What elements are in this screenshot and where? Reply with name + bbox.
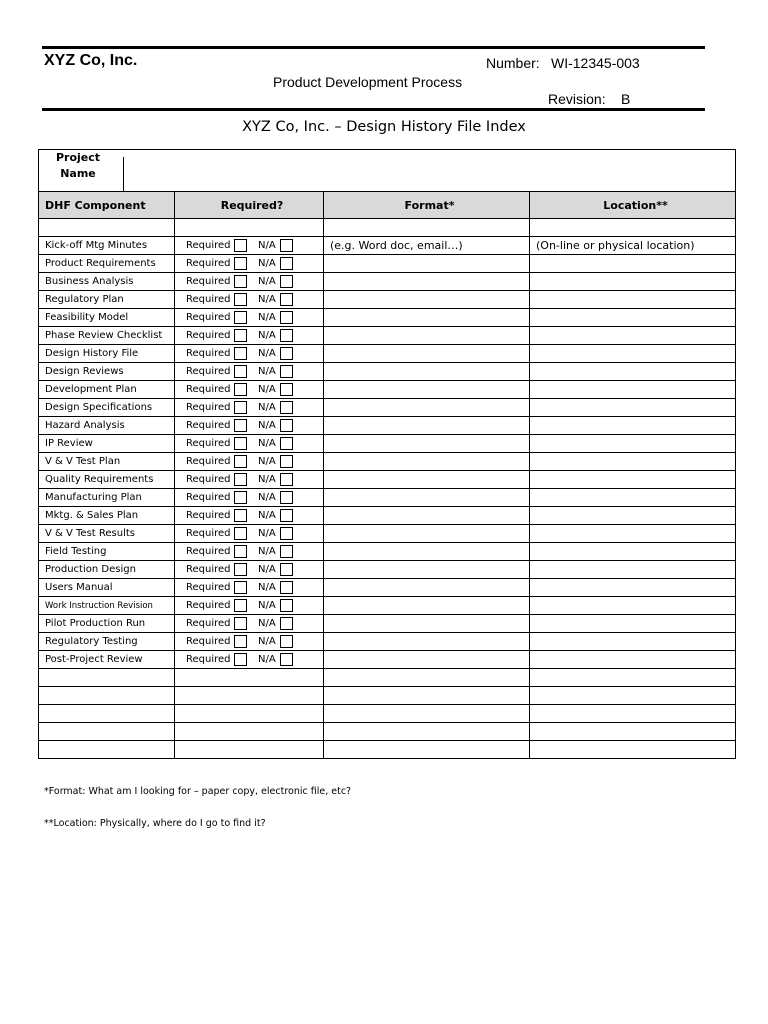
na-checkbox[interactable] [280,401,293,414]
empty-cell[interactable] [175,723,324,741]
location-cell[interactable] [530,561,736,579]
required-cell [175,651,324,669]
na-checkbox[interactable] [280,419,293,432]
empty-row [39,723,736,741]
empty-cell[interactable] [175,741,324,759]
location-cell[interactable] [530,255,736,273]
empty-cell[interactable] [39,723,175,741]
location-cell[interactable] [530,597,736,615]
required-checkbox[interactable] [234,599,247,612]
table-row [39,255,736,273]
table-row [39,273,736,291]
required-cell [175,327,324,345]
column-header-required: Required? [175,192,324,219]
empty-row [39,705,736,723]
revision-value: B [621,91,631,107]
table-row [39,327,736,345]
required-checkbox[interactable] [234,545,247,558]
required-label: Required [186,510,231,521]
location-cell[interactable] [530,381,736,399]
required-cell [175,615,324,633]
component-name: V & V Test Results [39,525,175,543]
format-hint: (e.g. Word doc, email…) [330,239,463,252]
required-cell [175,381,324,399]
table-row [39,579,736,597]
required-checkbox[interactable] [234,581,247,594]
na-label: N/A [258,402,276,413]
location-cell[interactable] [530,291,736,309]
process-name: Product Development Process [273,74,463,90]
na-checkbox[interactable] [280,239,293,252]
required-checkbox[interactable] [234,419,247,432]
required-checkbox[interactable] [234,293,247,306]
location-cell[interactable] [530,237,736,255]
dhf-index-table [38,149,736,759]
table-row [39,543,736,561]
format-cell[interactable] [324,471,530,489]
required-label: Required [186,312,231,323]
na-checkbox[interactable] [280,275,293,288]
table-row [39,381,736,399]
required-cell [175,561,324,579]
format-cell[interactable] [324,615,530,633]
empty-cell[interactable] [324,705,530,723]
required-label: Required [186,600,231,611]
location-cell[interactable] [530,615,736,633]
na-checkbox[interactable] [280,347,293,360]
empty-row [39,741,736,759]
na-checkbox[interactable] [280,365,293,378]
required-label: Required [186,456,231,467]
location-cell[interactable] [530,345,736,363]
location-cell[interactable] [530,525,736,543]
required-label: Required [186,366,231,377]
na-label: N/A [258,528,276,539]
na-checkbox[interactable] [280,383,293,396]
table-row [39,309,736,327]
empty-cell[interactable] [324,741,530,759]
table-header-row [39,192,736,219]
table-row [39,525,736,543]
empty-cell[interactable] [530,741,736,759]
location-cell[interactable] [530,651,736,669]
component-name: Users Manual [39,579,175,597]
component-name: Production Design [39,561,175,579]
location-cell[interactable] [530,399,736,417]
na-label: N/A [258,366,276,377]
format-cell[interactable] [324,579,530,597]
required-checkbox[interactable] [234,527,247,540]
number-label: Number: [486,55,540,71]
na-checkbox[interactable] [280,563,293,576]
required-label: Required [186,258,231,269]
component-name: Work Instruction Revision [39,597,175,615]
na-checkbox[interactable] [280,581,293,594]
empty-cell[interactable] [39,741,175,759]
required-cell [175,525,324,543]
empty-cell[interactable] [175,687,324,705]
location-cell[interactable] [530,543,736,561]
na-label: N/A [258,276,276,287]
component-name: Product Requirements [39,255,175,273]
empty-row [39,669,736,687]
empty-row [39,687,736,705]
na-label: N/A [258,384,276,395]
na-label: N/A [258,510,276,521]
na-label: N/A [258,330,276,341]
format-cell[interactable] [324,327,530,345]
format-cell[interactable] [324,633,530,651]
component-name: Design Specifications [39,399,175,417]
na-label: N/A [258,636,276,647]
table-row [39,435,736,453]
location-cell[interactable] [530,453,736,471]
required-label: Required [186,402,231,413]
required-label: Required [186,420,231,431]
header-bottom-rule [42,108,705,111]
required-label: Required [186,654,231,665]
required-label: Required [186,528,231,539]
table-row [39,507,736,525]
component-name: Pilot Production Run [39,615,175,633]
table-row [39,291,736,309]
format-cell[interactable] [324,489,530,507]
project-name-label: Project Name [55,151,101,180]
component-name: Regulatory Testing [39,633,175,651]
na-label: N/A [258,258,276,269]
required-label: Required [186,438,231,449]
empty-cell[interactable] [175,669,324,687]
component-name: Design History File [39,345,175,363]
location-cell[interactable] [530,489,736,507]
na-checkbox[interactable] [280,311,293,324]
format-cell[interactable] [324,435,530,453]
required-label: Required [186,492,231,503]
component-name: Mktg. & Sales Plan [39,507,175,525]
format-footnote: *Format: What am I looking for – paper copy, electronic file, etc? [44,786,352,797]
table-row [39,471,736,489]
required-cell [175,237,324,255]
required-cell [175,363,324,381]
required-cell [175,543,324,561]
na-checkbox[interactable] [280,617,293,630]
required-cell [175,471,324,489]
company-name: XYZ Co, Inc. [44,52,138,69]
format-cell[interactable] [324,417,530,435]
location-cell[interactable] [530,327,736,345]
na-checkbox[interactable] [280,635,293,648]
component-name: Field Testing [39,543,175,561]
required-cell [175,489,324,507]
table-row [39,597,736,615]
table-row [39,453,736,471]
required-label: Required [186,618,231,629]
required-checkbox[interactable] [234,509,247,522]
required-label: Required [186,276,231,287]
required-label: Required [186,330,231,341]
column-header-location: Location** [530,192,736,219]
required-cell [175,453,324,471]
format-cell[interactable] [324,543,530,561]
required-checkbox[interactable] [234,473,247,486]
table-row [39,633,736,651]
empty-cell[interactable] [175,705,324,723]
na-checkbox[interactable] [280,545,293,558]
empty-cell[interactable] [530,687,736,705]
required-cell [175,291,324,309]
na-checkbox[interactable] [280,455,293,468]
na-label: N/A [258,294,276,305]
location-cell[interactable] [530,363,736,381]
column-header-format: Format* [324,192,530,219]
na-label: N/A [258,420,276,431]
component-name: IP Review [39,435,175,453]
component-name: Manufacturing Plan [39,489,175,507]
location-cell[interactable] [530,417,736,435]
na-checkbox[interactable] [280,509,293,522]
column-header-component: DHF Component [39,192,175,219]
project-name-field[interactable] [123,157,124,191]
header-top-rule [42,46,705,49]
table-row [39,561,736,579]
format-cell[interactable] [324,345,530,363]
format-cell[interactable] [324,363,530,381]
na-label: N/A [258,582,276,593]
format-cell[interactable] [324,651,530,669]
format-cell[interactable] [324,507,530,525]
required-label: Required [186,546,231,557]
table-row [39,417,736,435]
format-cell[interactable] [324,399,530,417]
location-cell[interactable] [530,579,736,597]
required-label: Required [186,384,231,395]
empty-cell[interactable] [39,687,175,705]
empty-cell[interactable] [324,723,530,741]
component-name: Post-Project Review [39,651,175,669]
location-cell[interactable] [530,273,736,291]
na-checkbox[interactable] [280,491,293,504]
required-cell [175,597,324,615]
required-cell [175,309,324,327]
required-checkbox[interactable] [234,239,247,252]
na-label: N/A [258,564,276,575]
location-hint: (On-line or physical location) [536,239,695,252]
format-cell[interactable] [324,237,530,255]
format-cell[interactable] [324,597,530,615]
na-checkbox[interactable] [280,329,293,342]
na-label: N/A [258,618,276,629]
table-row [39,363,736,381]
component-name: Quality Requirements [39,471,175,489]
na-label: N/A [258,438,276,449]
component-name: Kick-off Mtg Minutes [39,237,175,255]
na-label: N/A [258,654,276,665]
required-label: Required [186,474,231,485]
required-checkbox[interactable] [234,311,247,324]
component-name: Phase Review Checklist [39,327,175,345]
required-label: Required [186,348,231,359]
required-checkbox[interactable] [234,437,247,450]
empty-cell[interactable] [530,705,736,723]
page-title: XYZ Co, Inc. – Design History File Index [242,119,526,135]
location-cell[interactable] [530,633,736,651]
component-name: Design Reviews [39,363,175,381]
required-checkbox[interactable] [234,257,247,270]
required-cell [175,435,324,453]
required-label: Required [186,240,231,251]
table-row [39,615,736,633]
location-cell[interactable] [530,435,736,453]
required-label: Required [186,582,231,593]
required-cell [175,579,324,597]
empty-cell[interactable] [324,687,530,705]
na-label: N/A [258,312,276,323]
required-cell [175,345,324,363]
required-checkbox[interactable] [234,347,247,360]
required-cell [175,417,324,435]
component-name: Hazard Analysis [39,417,175,435]
required-checkbox[interactable] [234,365,247,378]
location-cell[interactable] [530,309,736,327]
na-checkbox[interactable] [280,599,293,612]
format-cell[interactable] [324,561,530,579]
table-row [39,489,736,507]
empty-cell[interactable] [39,669,175,687]
component-name: Business Analysis [39,273,175,291]
required-checkbox[interactable] [234,491,247,504]
format-cell[interactable] [324,453,530,471]
table-row [39,237,736,255]
na-label: N/A [258,348,276,359]
na-checkbox[interactable] [280,527,293,540]
required-cell [175,633,324,651]
required-cell [175,399,324,417]
required-checkbox[interactable] [234,563,247,576]
empty-cell[interactable] [530,669,736,687]
required-label: Required [186,636,231,647]
location-footnote: **Location: Physically, where do I go to find it? [44,818,266,829]
revision-label: Revision: [548,91,606,107]
component-name: Feasibility Model [39,309,175,327]
format-cell[interactable] [324,255,530,273]
na-checkbox[interactable] [280,293,293,306]
required-checkbox[interactable] [234,617,247,630]
format-cell[interactable] [324,525,530,543]
empty-cell[interactable] [39,705,175,723]
project-name-row [39,150,736,192]
table-row [39,345,736,363]
required-label: Required [186,294,231,305]
required-checkbox[interactable] [234,329,247,342]
required-checkbox[interactable] [234,653,247,666]
component-name: Regulatory Plan [39,291,175,309]
na-label: N/A [258,546,276,557]
table-row [39,651,736,669]
required-checkbox[interactable] [234,275,247,288]
required-checkbox[interactable] [234,455,247,468]
required-checkbox[interactable] [234,383,247,396]
empty-cell[interactable] [324,669,530,687]
na-checkbox[interactable] [280,437,293,450]
document-number: WI-12345-003 [551,55,640,71]
na-label: N/A [258,492,276,503]
format-cell[interactable] [324,381,530,399]
required-label: Required [186,564,231,575]
spacer-row [39,219,736,237]
na-label: N/A [258,600,276,611]
required-checkbox[interactable] [234,401,247,414]
na-checkbox[interactable] [280,653,293,666]
na-checkbox[interactable] [280,257,293,270]
format-cell[interactable] [324,309,530,327]
location-cell[interactable] [530,507,736,525]
format-cell[interactable] [324,273,530,291]
required-cell [175,255,324,273]
location-cell[interactable] [530,471,736,489]
required-cell [175,273,324,291]
format-cell[interactable] [324,291,530,309]
na-label: N/A [258,240,276,251]
required-cell [175,507,324,525]
table-row [39,399,736,417]
empty-cell[interactable] [530,723,736,741]
component-name: Development Plan [39,381,175,399]
na-label: N/A [258,474,276,485]
component-name: V & V Test Plan [39,453,175,471]
required-checkbox[interactable] [234,635,247,648]
na-checkbox[interactable] [280,473,293,486]
na-label: N/A [258,456,276,467]
